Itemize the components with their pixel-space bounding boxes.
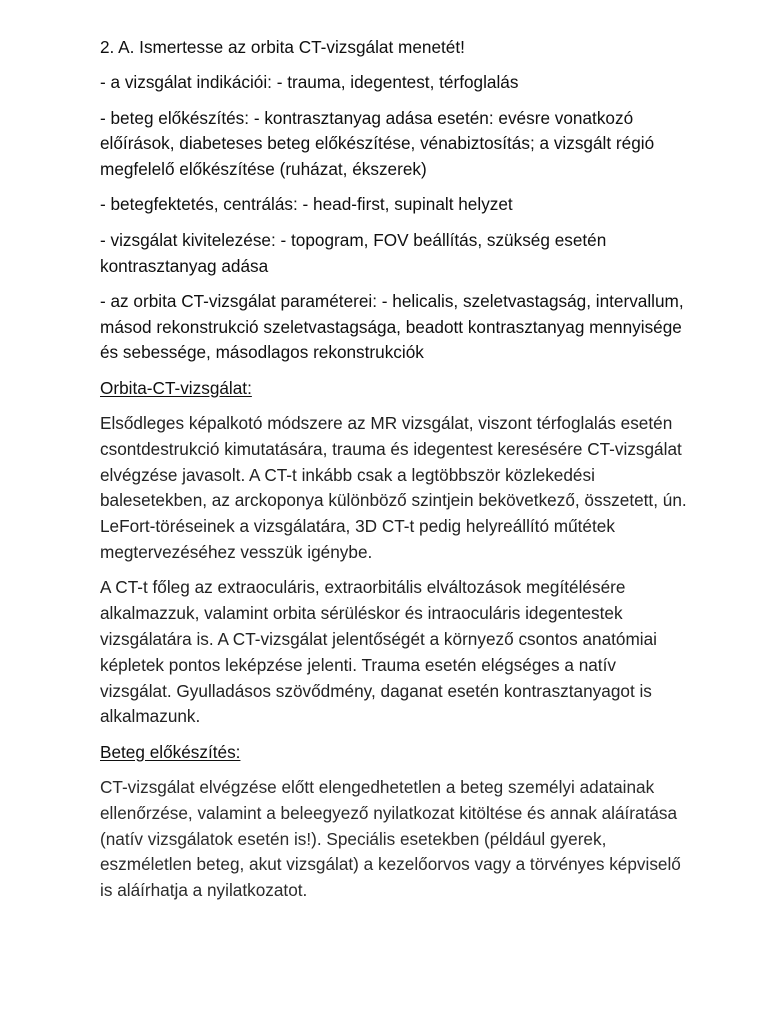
document-page <box>100 35 690 913</box>
list-item-parameters: - az orbita CT-vizsgálat paraméterei: - helicalis, szeletvastagság, intervallum, másod rekonstrukció szeletvastagsága, beadott kontrasztanyag mennyisége és sebessége, másodlagos rekonstrukciók <box>100 290 684 363</box>
section-heading-patient-preparation: Beteg előkészítés: <box>100 741 241 762</box>
paragraph-ct-usage: A CT-t főleg az extraoculáris, extraorbitális elváltozások megítélésére alkalmazzuk, valamint orbita sérüléskor és intraoculáris idegentestek vizsgálatára is. A CT-vizsgálat jelentőségét a környező csontos anatómiai képletek pontos leképzése jelenti. Trauma esetén elégséges a natív vizsgálat. Gyulladásos szövődmény, daganat esetén kontrasztanyagot is alkalmazunk. <box>100 577 657 727</box>
paragraph-primary-imaging: Elsődleges képalkotó módszere az MR vizsgálat, viszont térfoglalás esetén csontdestrukció kimutatására, trauma és idegentest keresésére CT-vizsgálat elvégzése javasolt. A CT-t inkább csak a legtöbbször közlekedési balesetekben, az arckoponya különböző szintjein bekövetkező, összetett, ún. LeFort-töréseinek a vizsgálatára, 3D CT-t pedig helyreállító műtétek megtervezéséhez vesszük igénybe. <box>100 413 687 563</box>
list-item-patient-preparation: - beteg előkészítés: - kontrasztanyag adása esetén: evésre vonatkozó előírások, diabeteses beteg előkészítése, vénabiztosítás; a vizsgált régió megfelelő előkészítése (ruházat, ékszerek) <box>100 107 655 180</box>
list-item-indications: - a vizsgálat indikációi: - trauma, idegentest, térfoglalás <box>100 72 519 93</box>
section-heading-orbita-ct: Orbita-CT-vizsgálat: <box>100 377 252 398</box>
document-title: 2. A. Ismertesse az orbita CT-vizsgálat menetét! <box>100 37 465 57</box>
list-item-execution: - vizsgálat kivitelezése: - topogram, FOV beállítás, szükség esetén kontrasztanyag adása <box>100 229 607 276</box>
paragraph-pre-examination: CT-vizsgálat elvégzése előtt elengedhetetlen a beteg személyi adatainak ellenőrzése, valamint a beleegyező nyilatkozat kitöltése és annak aláíratása (natív vizsgálatok esetén is!). Speciális esetekben (például gyerek, eszméletlen beteg, akut vizsgálat) a kezelőorvos vagy a törvényes képviselő is aláírhatja a nyilatkozatot. <box>100 776 681 901</box>
list-item-positioning: - betegfektetés, centrálás: - head-first, supinalt helyzet <box>100 194 513 215</box>
